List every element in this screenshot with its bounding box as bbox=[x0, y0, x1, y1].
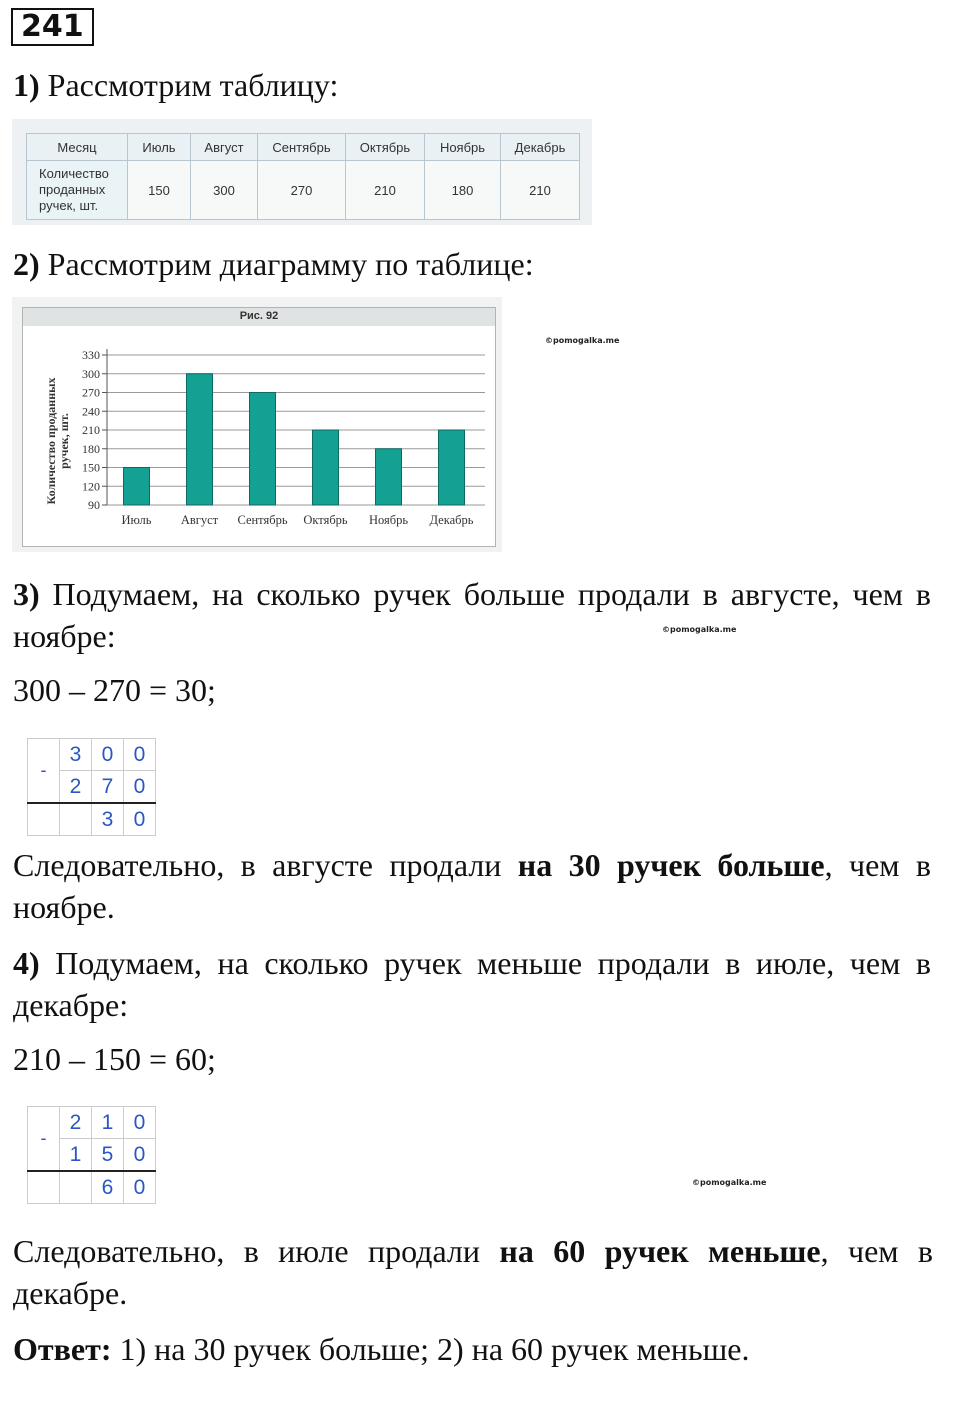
sales-table bbox=[26, 133, 580, 220]
step-3-number: 3) bbox=[13, 576, 40, 612]
answer-label: Ответ: bbox=[13, 1331, 112, 1367]
digit-cell: 0 bbox=[124, 739, 156, 771]
empty-cell bbox=[60, 1171, 92, 1204]
step-3-column-subtraction bbox=[27, 738, 156, 836]
step-2-number: 2) bbox=[13, 246, 40, 282]
table-month-cell: Декабрь bbox=[501, 134, 580, 161]
table-value-cell: 210 bbox=[501, 161, 580, 220]
x-category-label: Декабрь bbox=[429, 513, 474, 527]
minus-sign: - bbox=[28, 739, 60, 804]
y-tick-label: 180 bbox=[82, 441, 100, 456]
digit-cell: 7 bbox=[92, 771, 124, 804]
y-tick-label: 240 bbox=[82, 404, 100, 419]
conclusion-text: , чем в ноябре. bbox=[13, 847, 932, 925]
step-3-label: Подумаем, на сколько ручек больше продали в августе, чем в ноябре: bbox=[13, 576, 931, 654]
table-value-cell: 210 bbox=[346, 161, 425, 220]
empty-cell bbox=[60, 803, 92, 836]
bar bbox=[124, 468, 150, 506]
answer-text: 1) на 30 ручек больше; 2) на 60 ручек меньше. bbox=[111, 1331, 750, 1367]
step-4-column-subtraction bbox=[27, 1106, 156, 1204]
digit-cell: 0 bbox=[124, 771, 156, 804]
step-4-number: 4) bbox=[13, 945, 40, 981]
conclusion-text: Следовательно, в августе продали bbox=[13, 847, 518, 883]
digit-cell: 3 bbox=[60, 739, 92, 771]
step-1-number: 1) bbox=[13, 67, 40, 103]
chart-title: Рис. 92 bbox=[239, 310, 279, 322]
conclusion-text: , чем в декабре. bbox=[13, 1233, 933, 1311]
table-value-cell: 300 bbox=[191, 161, 258, 220]
y-tick-label: 270 bbox=[82, 385, 100, 400]
digit-cell: 0 bbox=[92, 739, 124, 771]
answer bbox=[13, 1328, 933, 1370]
table-header-row bbox=[27, 134, 580, 161]
x-category-label: Август bbox=[180, 513, 219, 527]
conclusion-bold: на 60 ручек меньше bbox=[499, 1233, 821, 1269]
step-4-label: Подумаем, на сколько ручек меньше продали в июле, чем в декабре: bbox=[13, 945, 931, 1023]
digit-cell: 2 bbox=[60, 1107, 92, 1139]
x-category-label: Июль bbox=[121, 513, 152, 527]
table-value-cell: 180 bbox=[425, 161, 501, 220]
digit-cell: 2 bbox=[60, 771, 92, 804]
bar bbox=[313, 430, 339, 505]
digit-cell: 1 bbox=[92, 1107, 124, 1139]
digit-cell: 3 bbox=[92, 803, 124, 836]
table-month-cell: Июль bbox=[128, 134, 191, 161]
table-value-cell: 270 bbox=[258, 161, 346, 220]
y-tick-label: 300 bbox=[82, 366, 100, 381]
row-header-line: ручек, шт. bbox=[39, 198, 99, 213]
x-category-label: Сентябрь bbox=[237, 513, 288, 527]
table-values-row bbox=[27, 161, 580, 220]
step-4-text bbox=[13, 942, 931, 1026]
row-header-line: Количество bbox=[39, 166, 109, 181]
table-month-cell: Ноябрь bbox=[425, 134, 501, 161]
chart-frame bbox=[22, 307, 496, 547]
bar-chart-image bbox=[12, 297, 502, 552]
table-row-header bbox=[27, 161, 128, 220]
y-tick-label: 90 bbox=[88, 498, 100, 512]
step-1-text bbox=[13, 64, 933, 106]
step-3-equation: 300 – 270 = 30; bbox=[13, 672, 216, 708]
bar bbox=[376, 449, 402, 505]
digit-cell: 0 bbox=[124, 803, 156, 836]
x-category-label: Ноябрь bbox=[368, 513, 409, 527]
digit-cell: 6 bbox=[92, 1171, 124, 1204]
y-tick-label: 120 bbox=[82, 479, 100, 494]
y-axis-label-line: Количество проданных bbox=[44, 377, 58, 505]
empty-cell bbox=[28, 1171, 60, 1204]
x-category-label: Октябрь bbox=[303, 513, 348, 527]
row-header-line: проданных bbox=[39, 182, 106, 197]
digit-cell: 5 bbox=[92, 1139, 124, 1172]
y-tick-label: 210 bbox=[82, 423, 100, 437]
minus-sign: - bbox=[28, 1107, 60, 1172]
y-axis-label-line: ручек, шт. bbox=[57, 413, 71, 469]
problem-number: 241 bbox=[11, 8, 94, 46]
watermark: ©pomogalka.me bbox=[545, 336, 620, 345]
bar bbox=[187, 374, 213, 505]
digit-cell: 0 bbox=[124, 1139, 156, 1172]
step-3-text bbox=[13, 573, 931, 657]
empty-cell bbox=[28, 803, 60, 836]
step-2-label: Рассмотрим диаграмму по таблице: bbox=[39, 246, 534, 282]
watermark: ©pomogalka.me bbox=[692, 1178, 767, 1187]
step-2-text bbox=[13, 243, 933, 285]
conclusion-text: Следовательно, в июле продали bbox=[13, 1233, 500, 1269]
table-month-cell: Октябрь bbox=[346, 134, 425, 161]
table-month-header: Месяц bbox=[27, 134, 128, 161]
table-month-cell: Август bbox=[191, 134, 258, 161]
digit-cell: 1 bbox=[60, 1139, 92, 1172]
step-4-conclusion bbox=[13, 1230, 933, 1314]
y-axis-label bbox=[44, 378, 71, 505]
step-1-label: Рассмотрим таблицу: bbox=[39, 67, 339, 103]
digit-cell: 0 bbox=[124, 1107, 156, 1139]
table-value-cell: 150 bbox=[128, 161, 191, 220]
bar bbox=[439, 430, 465, 505]
y-tick-label: 330 bbox=[82, 348, 100, 362]
step-3-conclusion bbox=[13, 844, 931, 928]
table-month-cell: Сентябрь bbox=[258, 134, 346, 161]
bar-chart bbox=[23, 308, 495, 546]
watermark: ©pomogalka.me bbox=[662, 625, 737, 634]
bar bbox=[250, 393, 276, 506]
step-4-equation: 210 – 150 = 60; bbox=[13, 1041, 216, 1077]
digit-cell: 0 bbox=[124, 1171, 156, 1204]
y-tick-label: 150 bbox=[82, 460, 100, 475]
conclusion-bold: на 30 ручек больше bbox=[517, 847, 825, 883]
sales-table-image bbox=[12, 119, 592, 225]
